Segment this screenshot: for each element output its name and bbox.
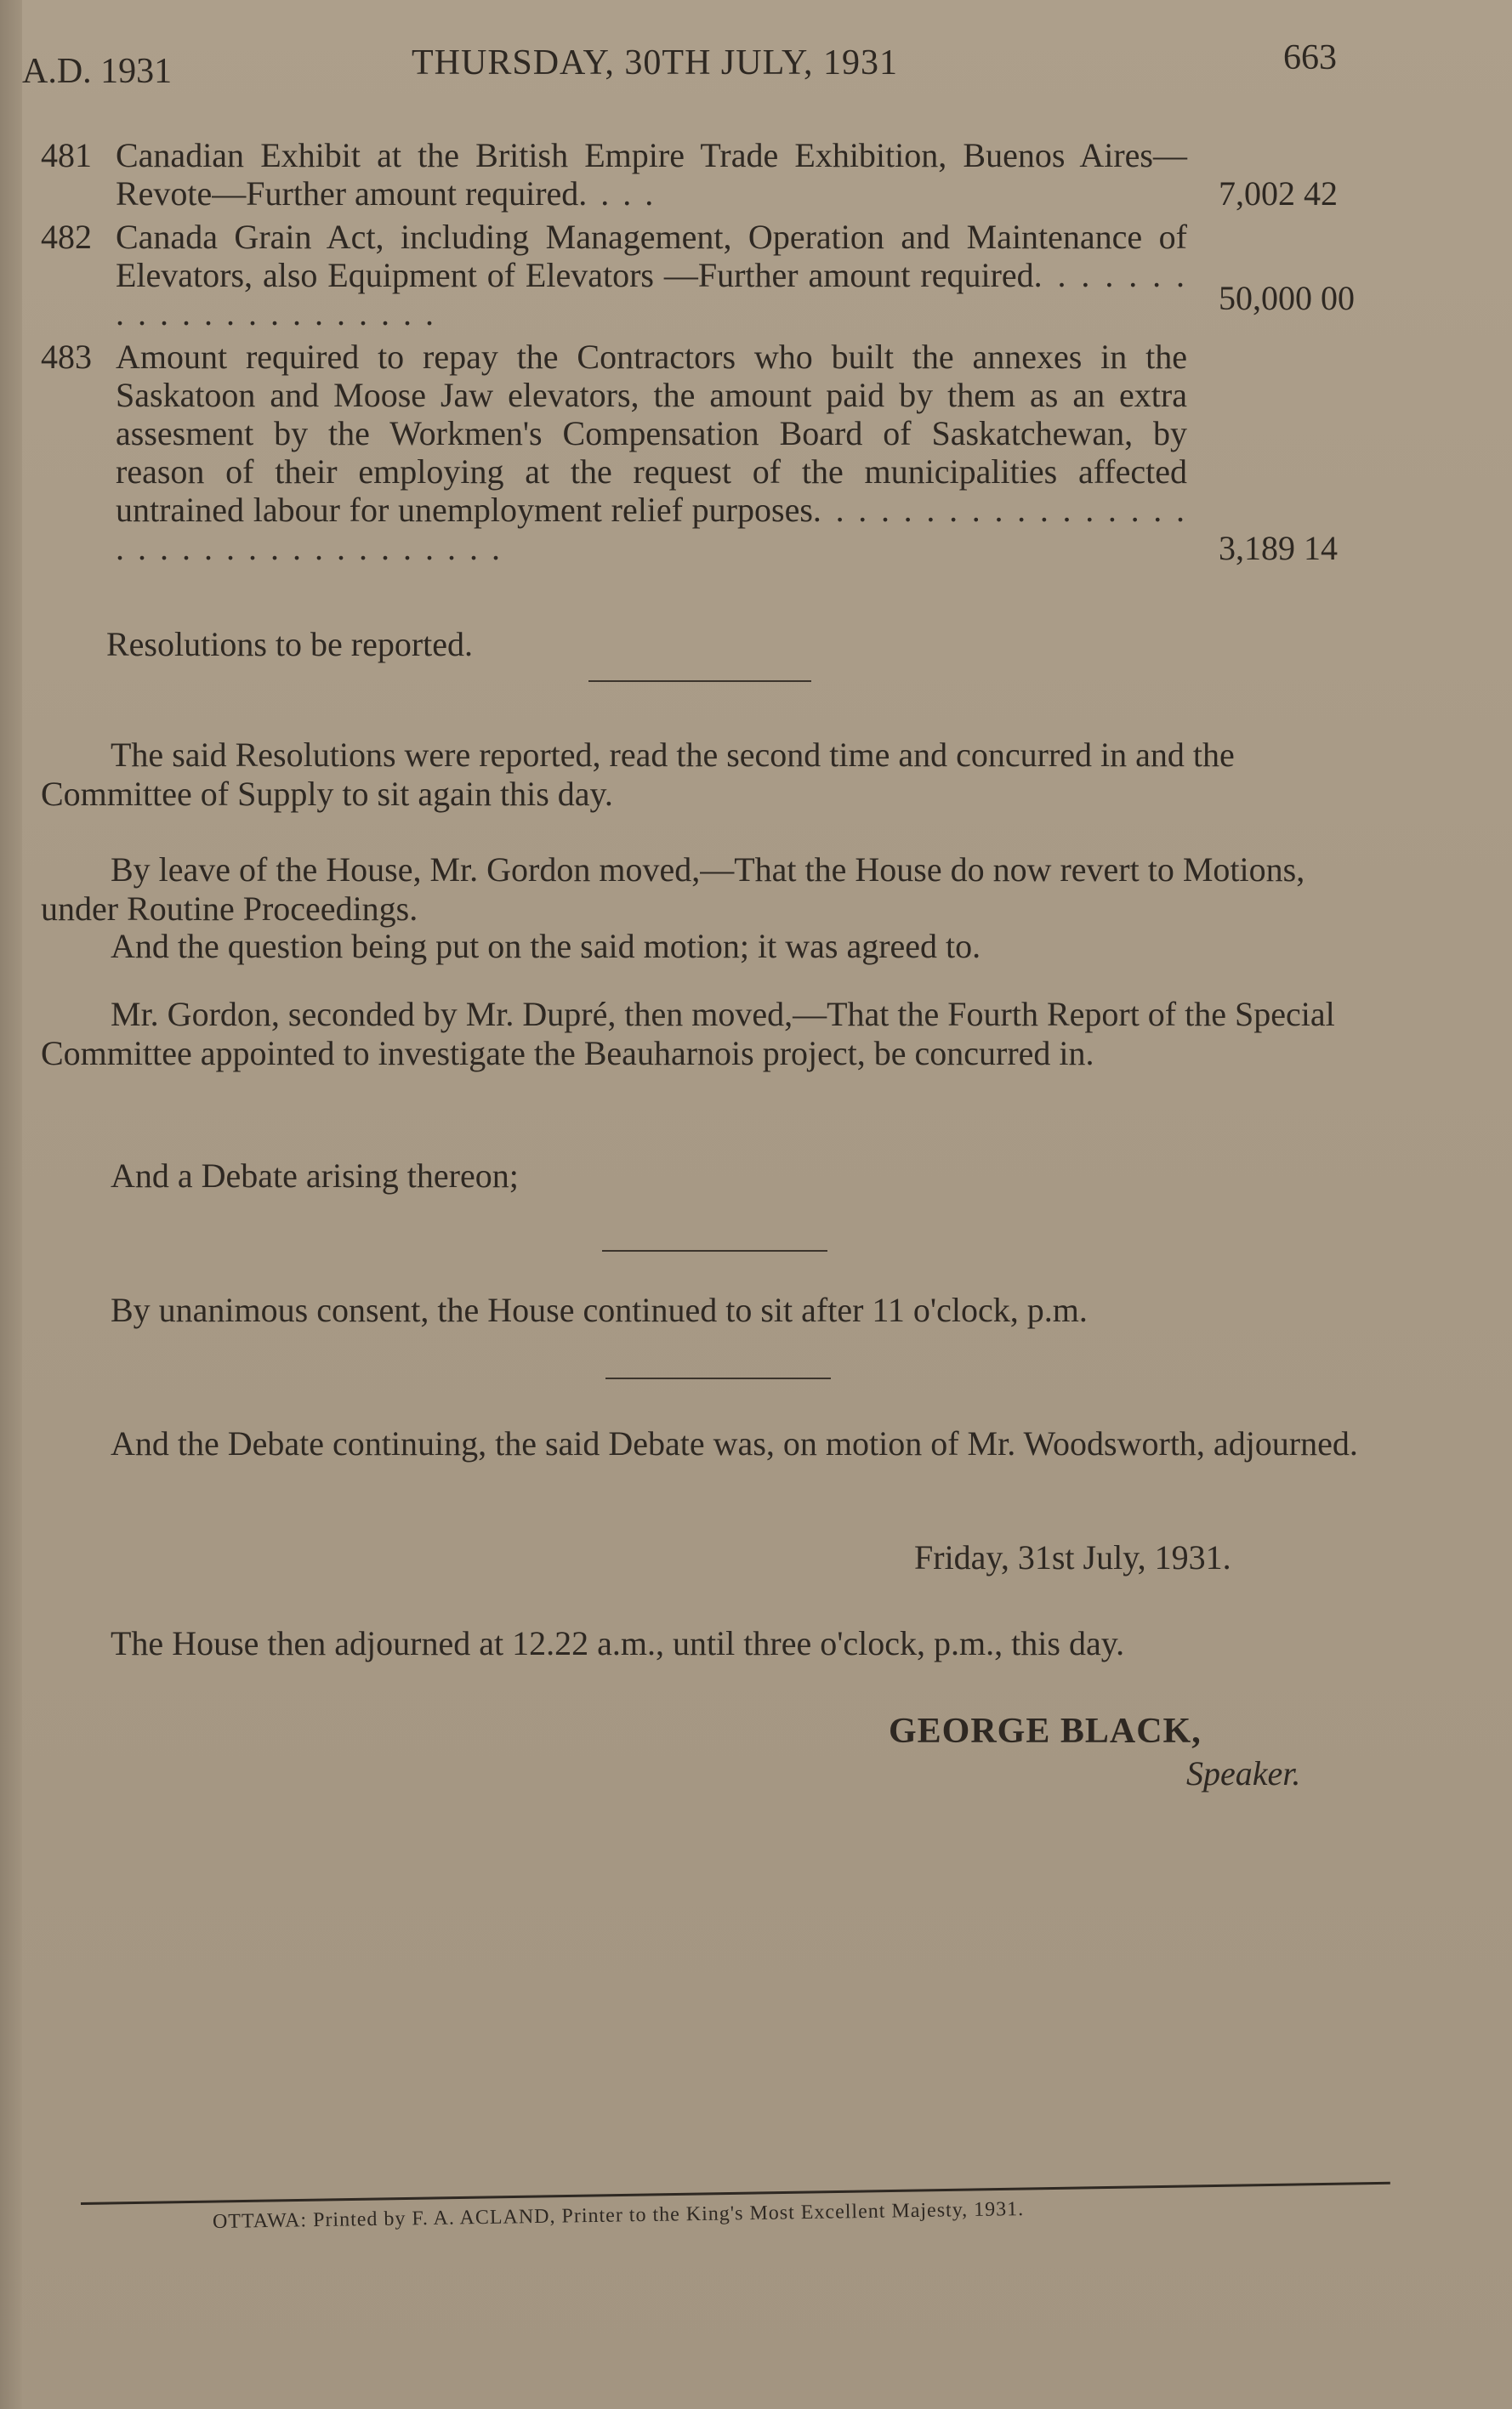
item-amount: 7,002 42 — [1219, 174, 1338, 213]
supply-items — [41, 136, 1367, 572]
item-number: 481 — [41, 136, 92, 174]
paragraph: And a Debate arising thereon; — [111, 1156, 519, 1195]
adjournment-text: The House then adjourned at 12.22 a.m., until three o'clock, p.m., this day. — [111, 1624, 1125, 1662]
resolutions-reported: Resolutions to be reported. — [106, 625, 474, 663]
paragraph: By unanimous consent, the House continued to sit after 11 o'clock, p.m. — [111, 1291, 1088, 1329]
section-divider — [605, 1378, 831, 1379]
header-date: THURSDAY, 30TH JULY, 1931 — [412, 43, 898, 82]
paragraph: Mr. Gordon, seconded by Mr. Dupré, then moved,—That the Fourth Report of the Special Committee appointed to investigate the Beauharnois project, be concurred in. — [41, 995, 1335, 1072]
paragraph: By leave of the House, Mr. Gordon moved,—That the House do now revert to Motions, under Routine Proceedings. — [41, 850, 1305, 928]
item-leader: . . . . . . . . . . . . . . . . . . . . . . — [116, 256, 1187, 332]
paragraph: And the question being put on the said motion; it was agreed to. — [111, 927, 981, 965]
item-number: 482 — [41, 218, 92, 256]
signatory-title: Speaker. — [1186, 1754, 1301, 1793]
item-amount: 3,189 14 — [1219, 529, 1338, 567]
page-edge — [0, 0, 22, 2409]
footer-rule — [81, 2182, 1390, 2205]
paragraph: The said Resolutions were reported, read the second time and concurred in and the Committee of Supply to sit again this day. — [41, 736, 1235, 813]
section-divider — [602, 1250, 827, 1252]
supply-item — [41, 338, 1367, 567]
page-header — [22, 38, 1349, 94]
supply-item — [41, 136, 1367, 213]
item-text: Canadian Exhibit at the British Empire Trade Exhibition, Buenos Aires—Revote—Further amount required. . . . — [116, 136, 1187, 213]
section-divider — [588, 680, 811, 682]
item-leader: . . . . — [578, 174, 657, 213]
item-text: Amount required to repay the Contractors who built the annexes in the Saskatoon and Moose Jaw elevators, the amount paid by them as an extra assesment by the Workmen's Compensation Board of Saskatchewan, by reason of their employing at the request of the municipalities affected untrained labour for unemployment relief purposes. . . . . . . . . . . . . . . . . . . . . . . . . . . . . . . . . . . — [116, 338, 1188, 567]
item-text: Canada Grain Act, including Management, Operation and Maintenance of Elevators, also Equipment of Elevators —Further amount required. . . . . . . . . . . . . . . . . . . . . . — [116, 218, 1187, 332]
page-number: 663 — [1283, 38, 1337, 77]
header-year: A.D. 1931 — [22, 52, 173, 91]
item-number: 483 — [41, 338, 92, 376]
supply-item — [41, 218, 1367, 332]
date-line: Friday, 31st July, 1931. — [914, 1538, 1231, 1577]
printer-imprint: OTTAWA: Printed by F. A. ACLAND, Printer to the King's Most Excellent Majesty, 1931. — [212, 2198, 1025, 2233]
signatory-name: GEORGE BLACK, — [889, 1712, 1202, 1751]
item-leader: . . . . . . . . . . . . . . . . . . . . . . . . . . . . . . . . . . . — [116, 491, 1188, 567]
paragraph: And the Debate continuing, the said Debate was, on motion of Mr. Woodsworth, adjourned. — [111, 1424, 1358, 1463]
item-amount: 50,000 00 — [1219, 279, 1355, 317]
